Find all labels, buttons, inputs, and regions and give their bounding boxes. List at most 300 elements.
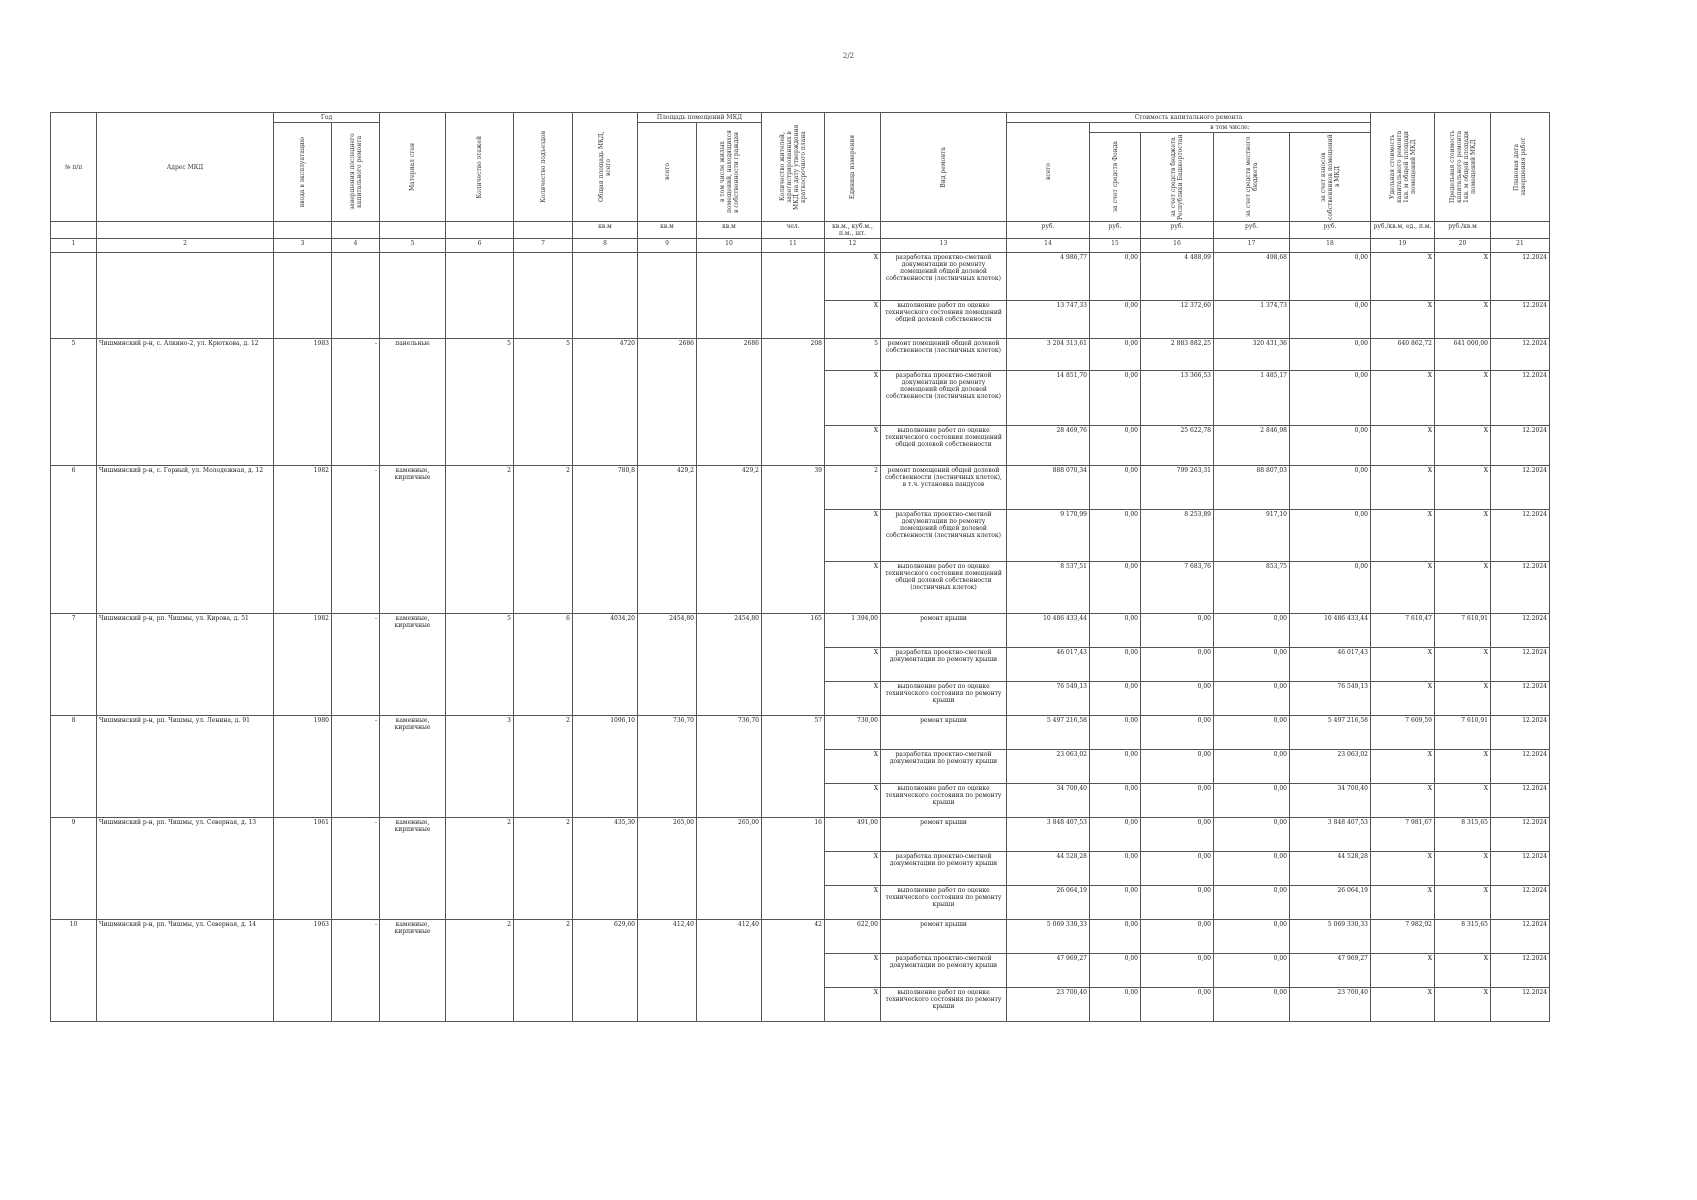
table-row: [51, 716, 1550, 750]
cell-pr: 412,40: [697, 920, 762, 1022]
cell-c21: 12.2024: [1491, 886, 1550, 920]
cell-c19: X: [1371, 648, 1435, 682]
cell-c21: 12.2024: [1491, 253, 1550, 301]
cell-c15: 0,00: [1090, 614, 1141, 648]
cell-mat: каменные, кирпичные: [380, 466, 446, 614]
header-address: Адрес МКД: [97, 113, 274, 222]
cell-c14: 888 070,34: [1007, 466, 1090, 510]
cell-y2: -: [332, 614, 380, 716]
cell-c14: 8 537,51: [1007, 562, 1090, 614]
column-index-5: 5: [380, 239, 446, 253]
cell-addr: Чишминский р-н, рп. Чишмы, ул. Северная, д. 14: [97, 920, 274, 1022]
cell-c17: 853,75: [1214, 562, 1290, 614]
header-work-type: Вид ремонта: [881, 113, 1007, 222]
cell-res: 42: [762, 920, 825, 1022]
cell-c19: X: [1371, 784, 1435, 818]
cell-c19: X: [1371, 852, 1435, 886]
cell-ta: [573, 253, 638, 339]
cell-c14: 10 486 433,44: [1007, 614, 1090, 648]
cell-y1: [274, 253, 332, 339]
cell-ent: [514, 253, 573, 339]
column-index-15: 15: [1090, 239, 1141, 253]
header-including: в том числе:: [1090, 123, 1371, 133]
cell-res: 39: [762, 466, 825, 614]
cell-c21: 12.2024: [1491, 562, 1550, 614]
cell-work: разработка проектно-сметной документации по ремонту помещений общей долевой собственности (лестничных клеток): [881, 510, 1007, 562]
table-row: [51, 920, 1550, 954]
cell-c17: 1 374,73: [1214, 301, 1290, 339]
cell-c14: 26 064,19: [1007, 886, 1090, 920]
cell-c19: 640 862,72: [1371, 339, 1435, 371]
cell-c15: 0,00: [1090, 510, 1141, 562]
column-index-8: 8: [573, 239, 638, 253]
cell-work: разработка проектно-сметной документации по ремонту крыши: [881, 750, 1007, 784]
cell-c14: 3 204 313,61: [1007, 339, 1090, 371]
cell-res: 16: [762, 818, 825, 920]
page-number: 2/2: [842, 52, 855, 60]
cell-n: 5: [51, 339, 97, 466]
cell-c20: X: [1435, 682, 1491, 716]
cell-c16: 0,00: [1141, 818, 1214, 852]
cell-c16: 4 488,09: [1141, 253, 1214, 301]
cell-c18: 26 064,19: [1290, 886, 1371, 920]
cell-c14: 5 069 330,33: [1007, 920, 1090, 954]
unit-19: руб./кв.м, ед., п.м.: [1371, 222, 1435, 239]
cell-n: 9: [51, 818, 97, 920]
cell-qty: X: [825, 510, 881, 562]
units-row: [51, 222, 1550, 239]
cell-ta: 4720: [573, 339, 638, 466]
cell-c19: X: [1371, 562, 1435, 614]
column-index-2: 2: [97, 239, 274, 253]
unit-11: чел.: [762, 222, 825, 239]
cell-pa: 2454,80: [638, 614, 697, 716]
cell-c19: X: [1371, 466, 1435, 510]
cell-pa: [638, 253, 697, 339]
unit-10: кв.м: [697, 222, 762, 239]
cell-addr: Чишминский р-н, с. Горный, ул. Молодежная, д. 12: [97, 466, 274, 614]
cell-c20: X: [1435, 562, 1491, 614]
cell-c17: 0,00: [1214, 750, 1290, 784]
cell-ta: 1096,10: [573, 716, 638, 818]
cell-c17: 0,00: [1214, 920, 1290, 954]
cell-c15: 0,00: [1090, 253, 1141, 301]
cell-c16: 0,00: [1141, 920, 1214, 954]
cell-ta: 629,60: [573, 920, 638, 1022]
cell-fl: 2: [446, 818, 514, 920]
cell-c19: X: [1371, 426, 1435, 466]
cell-c16: 0,00: [1141, 682, 1214, 716]
cell-c16: 13 366,53: [1141, 371, 1214, 426]
cell-work: разработка проектно-сметной документации по ремонту помещений общей долевой собственности (лестничных клеток): [881, 371, 1007, 426]
cell-qty: 622,00: [825, 920, 881, 954]
unit-18: руб.: [1290, 222, 1371, 239]
column-index-4: 4: [332, 239, 380, 253]
cell-addr: Чишминский р-н, рп. Чишмы, ул. Кирова, д. 51: [97, 614, 274, 716]
cell-c21: 12.2024: [1491, 510, 1550, 562]
cell-n: [51, 253, 97, 339]
cell-work: выполнение работ по оценке технического состояния помещений общей долевой собственности: [881, 301, 1007, 339]
cell-c15: 0,00: [1090, 371, 1141, 426]
cell-mat: каменные, кирпичные: [380, 614, 446, 716]
cell-work: выполнение работ по оценке технического состояния помещений общей долевой собственности: [881, 426, 1007, 466]
cell-c18: 0,00: [1290, 562, 1371, 614]
cell-c20: X: [1435, 750, 1491, 784]
cell-c18: 46 017,43: [1290, 648, 1371, 682]
cell-c21: 12.2024: [1491, 954, 1550, 988]
cell-mat: каменные, кирпичные: [380, 920, 446, 1022]
header-year-last-repair: завершения последнего капитального ремонта: [332, 123, 380, 222]
cell-c21: 12.2024: [1491, 988, 1550, 1022]
cell-y1: 1980: [274, 716, 332, 818]
header-total-area: Общая площадь МКД, всего: [573, 113, 638, 222]
cell-ent: 5: [514, 339, 573, 466]
table-row: [51, 818, 1550, 852]
cell-c15: 0,00: [1090, 886, 1141, 920]
cell-c17: 0,00: [1214, 852, 1290, 886]
cell-c14: 23 700,40: [1007, 988, 1090, 1022]
cell-work: разработка проектно-сметной документации по ремонту крыши: [881, 852, 1007, 886]
cell-c15: 0,00: [1090, 920, 1141, 954]
cell-c14: 23 063,02: [1007, 750, 1090, 784]
cell-c15: 0,00: [1090, 716, 1141, 750]
cell-qty: X: [825, 426, 881, 466]
cell-qty: X: [825, 852, 881, 886]
cell-work: выполнение работ по оценке технического состояния по ремонту крыши: [881, 886, 1007, 920]
cell-c18: 0,00: [1290, 371, 1371, 426]
cell-c15: 0,00: [1090, 562, 1141, 614]
cell-y1: 1982: [274, 614, 332, 716]
header-wall-material: Материал стен: [380, 113, 446, 222]
cell-c21: 12.2024: [1491, 716, 1550, 750]
header-max-cost: Предельная стоимость капитального ремонта 1кв. м общей площади помещений МКД: [1435, 113, 1491, 222]
cell-c15: 0,00: [1090, 954, 1141, 988]
cell-c15: 0,00: [1090, 466, 1141, 510]
cell-y2: -: [332, 716, 380, 818]
header-year-commission: ввода в эксплуатацию: [274, 123, 332, 222]
cell-c18: 0,00: [1290, 253, 1371, 301]
header-entrances: Количество подъездов: [514, 113, 573, 222]
cell-c21: 12.2024: [1491, 301, 1550, 339]
cell-c15: 0,00: [1090, 426, 1141, 466]
cell-y1: 1961: [274, 818, 332, 920]
cell-c15: 0,00: [1090, 852, 1141, 886]
cell-work: ремонт помещений общей долевой собственности (лестничных клеток), в т.ч. установка пандусов: [881, 466, 1007, 510]
cell-c16: 25 622,78: [1141, 426, 1214, 466]
header-premises-total: всего: [638, 123, 697, 222]
cell-c14: 9 170,99: [1007, 510, 1090, 562]
cell-c16: 0,00: [1141, 716, 1214, 750]
cell-c19: 7 609,59: [1371, 716, 1435, 750]
column-index-11: 11: [762, 239, 825, 253]
cell-qty: 491,00: [825, 818, 881, 852]
column-index-19: 19: [1371, 239, 1435, 253]
cell-c15: 0,00: [1090, 339, 1141, 371]
column-index-21: 21: [1491, 239, 1550, 253]
unit-15: руб.: [1090, 222, 1141, 239]
cell-addr: Чишминский р-н, рп. Чишмы, ул. Ленина, д. 91: [97, 716, 274, 818]
cell-c18: 0,00: [1290, 510, 1371, 562]
cell-c19: 7 610,47: [1371, 614, 1435, 648]
cell-qty: X: [825, 682, 881, 716]
cell-pr: 265,00: [697, 818, 762, 920]
cell-qty: X: [825, 750, 881, 784]
header-deadline: Плановая дата завершения работ: [1491, 113, 1550, 222]
header-unit-cost: Удельная стоимость капитального ремонта 1кв. м общей площади помещений МКД: [1371, 113, 1435, 222]
cell-c20: X: [1435, 784, 1491, 818]
cell-c14: 44 528,28: [1007, 852, 1090, 886]
cell-c20: X: [1435, 510, 1491, 562]
cell-c18: 0,00: [1290, 466, 1371, 510]
cell-c17: 2 846,98: [1214, 426, 1290, 466]
cell-c17: 0,00: [1214, 682, 1290, 716]
cell-c16: 0,00: [1141, 954, 1214, 988]
cell-c17: 498,68: [1214, 253, 1290, 301]
cell-c14: 47 969,27: [1007, 954, 1090, 988]
header-row-1: [51, 113, 1550, 123]
cell-fl: 2: [446, 466, 514, 614]
cell-c20: 8 315,65: [1435, 818, 1491, 852]
cell-c16: 0,00: [1141, 648, 1214, 682]
cell-qty: X: [825, 784, 881, 818]
column-index-6: 6: [446, 239, 514, 253]
cell-c21: 12.2024: [1491, 426, 1550, 466]
cell-c16: 0,00: [1141, 614, 1214, 648]
cell-y2: -: [332, 818, 380, 920]
header-premises-residential: в том числе жилых помещений, находящихся в собственности граждан: [697, 123, 762, 222]
cell-addr: [97, 253, 274, 339]
cell-c20: X: [1435, 426, 1491, 466]
cell-c21: 12.2024: [1491, 614, 1550, 648]
cell-c18: 23 700,40: [1290, 988, 1371, 1022]
cell-qty: X: [825, 886, 881, 920]
header-n: № п/п: [51, 113, 97, 222]
cell-c21: 12.2024: [1491, 784, 1550, 818]
cell-fl: [446, 253, 514, 339]
cell-c16: 799 263,31: [1141, 466, 1214, 510]
header-cost: Стоимость капитального ремонта: [1007, 113, 1371, 123]
cell-pa: 412,40: [638, 920, 697, 1022]
column-index-16: 16: [1141, 239, 1214, 253]
cell-n: 10: [51, 920, 97, 1022]
cell-pr: [697, 253, 762, 339]
column-index-12: 12: [825, 239, 881, 253]
header-unit: Единица измерения: [825, 113, 881, 222]
cell-work: ремонт помещений общей долевой собственности (лестничных клеток): [881, 339, 1007, 371]
table-row: [51, 466, 1550, 510]
cell-work: выполнение работ по оценке технического состояния по ремонту крыши: [881, 682, 1007, 716]
cell-work: ремонт крыши: [881, 920, 1007, 954]
cell-c15: 0,00: [1090, 818, 1141, 852]
cell-c21: 12.2024: [1491, 648, 1550, 682]
cell-c16: 12 372,60: [1141, 301, 1214, 339]
cell-c19: X: [1371, 253, 1435, 301]
header-residents: Количество жителей, зарегистрированных в МКД на дату утверждения краткосрочного плана: [762, 113, 825, 222]
cell-pa: 429,2: [638, 466, 697, 614]
cell-c20: 7 610,91: [1435, 614, 1491, 648]
cell-mat: каменные, кирпичные: [380, 716, 446, 818]
cell-c17: 0,00: [1214, 614, 1290, 648]
header-cost-local: за счет средств местного бюджета: [1214, 133, 1290, 222]
column-index-7: 7: [514, 239, 573, 253]
cell-c20: X: [1435, 954, 1491, 988]
table-row: [51, 339, 1550, 371]
cell-c17: 88 807,03: [1214, 466, 1290, 510]
cell-y1: 1982: [274, 466, 332, 614]
cell-c17: 0,00: [1214, 784, 1290, 818]
cell-c17: 917,10: [1214, 510, 1290, 562]
cell-c17: 0,00: [1214, 818, 1290, 852]
cell-ent: 6: [514, 614, 573, 716]
cell-c14: 14 851,70: [1007, 371, 1090, 426]
cell-qty: 2: [825, 466, 881, 510]
cell-c18: 10 486 433,44: [1290, 614, 1371, 648]
cell-c17: 0,00: [1214, 716, 1290, 750]
cell-ent: 2: [514, 466, 573, 614]
cell-c14: 5 497 216,58: [1007, 716, 1090, 750]
cell-qty: X: [825, 301, 881, 339]
cell-c17: 320 431,36: [1214, 339, 1290, 371]
cell-c14: 28 469,76: [1007, 426, 1090, 466]
cell-c20: X: [1435, 852, 1491, 886]
cell-c18: 3 848 407,53: [1290, 818, 1371, 852]
repair-plan-table: [50, 112, 1550, 1022]
cell-c18: 47 969,27: [1290, 954, 1371, 988]
cell-c20: X: [1435, 466, 1491, 510]
cell-c16: 0,00: [1141, 852, 1214, 886]
cell-c14: 76 549,13: [1007, 682, 1090, 716]
cell-c18: 23 063,02: [1290, 750, 1371, 784]
column-index-13: 13: [881, 239, 1007, 253]
column-index-14: 14: [1007, 239, 1090, 253]
cell-c17: 0,00: [1214, 988, 1290, 1022]
cell-c19: X: [1371, 510, 1435, 562]
cell-c17: 0,00: [1214, 954, 1290, 988]
header-year: Год: [274, 113, 380, 123]
cell-work: выполнение работ по оценке технического состояния помещений общей долевой собственности (лестничных клеток): [881, 562, 1007, 614]
cell-c16: 2 883 882,25: [1141, 339, 1214, 371]
cell-c20: 8 315,65: [1435, 920, 1491, 954]
cell-c15: 0,00: [1090, 750, 1141, 784]
cell-c14: 13 747,33: [1007, 301, 1090, 339]
cell-addr: Чишминский р-н, рп. Чишмы, ул. Северная, д. 13: [97, 818, 274, 920]
header-cost-republic: за счет средств бюджета Республики Башкортостан: [1141, 133, 1214, 222]
cell-mat: панельные: [380, 339, 446, 466]
cell-c17: 0,00: [1214, 648, 1290, 682]
cell-c16: 8 253,89: [1141, 510, 1214, 562]
cell-c19: X: [1371, 954, 1435, 988]
cell-c18: 76 549,13: [1290, 682, 1371, 716]
cell-qty: X: [825, 253, 881, 301]
cell-ta: 4034,20: [573, 614, 638, 716]
cell-c21: 12.2024: [1491, 852, 1550, 886]
cell-ta: 435,30: [573, 818, 638, 920]
cell-c18: 0,00: [1290, 339, 1371, 371]
cell-c16: 0,00: [1141, 988, 1214, 1022]
cell-pr: 2454,80: [697, 614, 762, 716]
cell-c21: 12.2024: [1491, 466, 1550, 510]
cell-c19: 7 981,67: [1371, 818, 1435, 852]
cell-y1: 1983: [274, 339, 332, 466]
cell-n: 7: [51, 614, 97, 716]
cell-c17: 1 485,17: [1214, 371, 1290, 426]
cell-n: 8: [51, 716, 97, 818]
cell-c14: 46 017,43: [1007, 648, 1090, 682]
cell-work: ремонт крыши: [881, 614, 1007, 648]
unit-12: кв.м., куб.м., п.м., шт.: [825, 222, 881, 239]
cell-c19: X: [1371, 750, 1435, 784]
cell-c21: 12.2024: [1491, 920, 1550, 954]
cell-c21: 12.2024: [1491, 339, 1550, 371]
header-cost-fund: за счет средств Фонда: [1090, 133, 1141, 222]
cell-work: выполнение работ по оценке технического состояния по ремонту крыши: [881, 784, 1007, 818]
cell-qty: X: [825, 562, 881, 614]
table-row: [51, 614, 1550, 648]
cell-fl: 5: [446, 614, 514, 716]
column-index-9: 9: [638, 239, 697, 253]
cell-fl: 3: [446, 716, 514, 818]
cell-n: 6: [51, 466, 97, 614]
cell-work: разработка проектно-сметной документации по ремонту крыши: [881, 954, 1007, 988]
cell-y2: [332, 253, 380, 339]
column-index-row: [51, 239, 1550, 253]
column-index-18: 18: [1290, 239, 1371, 253]
cell-c20: X: [1435, 648, 1491, 682]
cell-c20: X: [1435, 886, 1491, 920]
cell-c19: X: [1371, 988, 1435, 1022]
cell-work: ремонт крыши: [881, 716, 1007, 750]
unit-9: кв.м: [638, 222, 697, 239]
cell-c18: 0,00: [1290, 301, 1371, 339]
cell-res: 57: [762, 716, 825, 818]
cell-res: [762, 253, 825, 339]
cell-c16: 7 683,76: [1141, 562, 1214, 614]
cell-c16: 0,00: [1141, 886, 1214, 920]
cell-work: разработка проектно-сметной документации по ремонту помещений общей долевой собственности (лестничных клеток): [881, 253, 1007, 301]
cell-y2: -: [332, 339, 380, 466]
cell-c18: 34 700,40: [1290, 784, 1371, 818]
unit-20: руб./кв.м: [1435, 222, 1491, 239]
header-floors: Количество этажей: [446, 113, 514, 222]
cell-res: 208: [762, 339, 825, 466]
unit-17: руб.: [1214, 222, 1290, 239]
cell-qty: X: [825, 648, 881, 682]
cell-work: разработка проектно-сметной документации по ремонту крыши: [881, 648, 1007, 682]
cell-ent: 2: [514, 818, 573, 920]
cell-c18: 5 497 216,58: [1290, 716, 1371, 750]
header-premises-area: Площадь помещений МКД: [638, 113, 762, 123]
cell-qty: 1 394,00: [825, 614, 881, 648]
cell-pa: 736,70: [638, 716, 697, 818]
unit-14: руб.: [1007, 222, 1090, 239]
cell-c16: 0,00: [1141, 784, 1214, 818]
cell-work: ремонт крыши: [881, 818, 1007, 852]
cell-qty: 730,00: [825, 716, 881, 750]
cell-pa: 2686: [638, 339, 697, 466]
header-cost-owners: за счет взносов собственников помещений в МКД: [1290, 133, 1371, 222]
cell-pr: 736,70: [697, 716, 762, 818]
cell-qty: X: [825, 988, 881, 1022]
cell-pa: 265,00: [638, 818, 697, 920]
cell-addr: Чишминский р-н, с. Алкино-2, ул. Крюткова, д. 12: [97, 339, 274, 466]
cell-c14: 34 700,40: [1007, 784, 1090, 818]
cell-c15: 0,00: [1090, 988, 1141, 1022]
cell-qty: X: [825, 371, 881, 426]
cell-c20: X: [1435, 253, 1491, 301]
cell-c18: 0,00: [1290, 426, 1371, 466]
cell-y2: -: [332, 920, 380, 1022]
cell-c19: 7 982,92: [1371, 920, 1435, 954]
